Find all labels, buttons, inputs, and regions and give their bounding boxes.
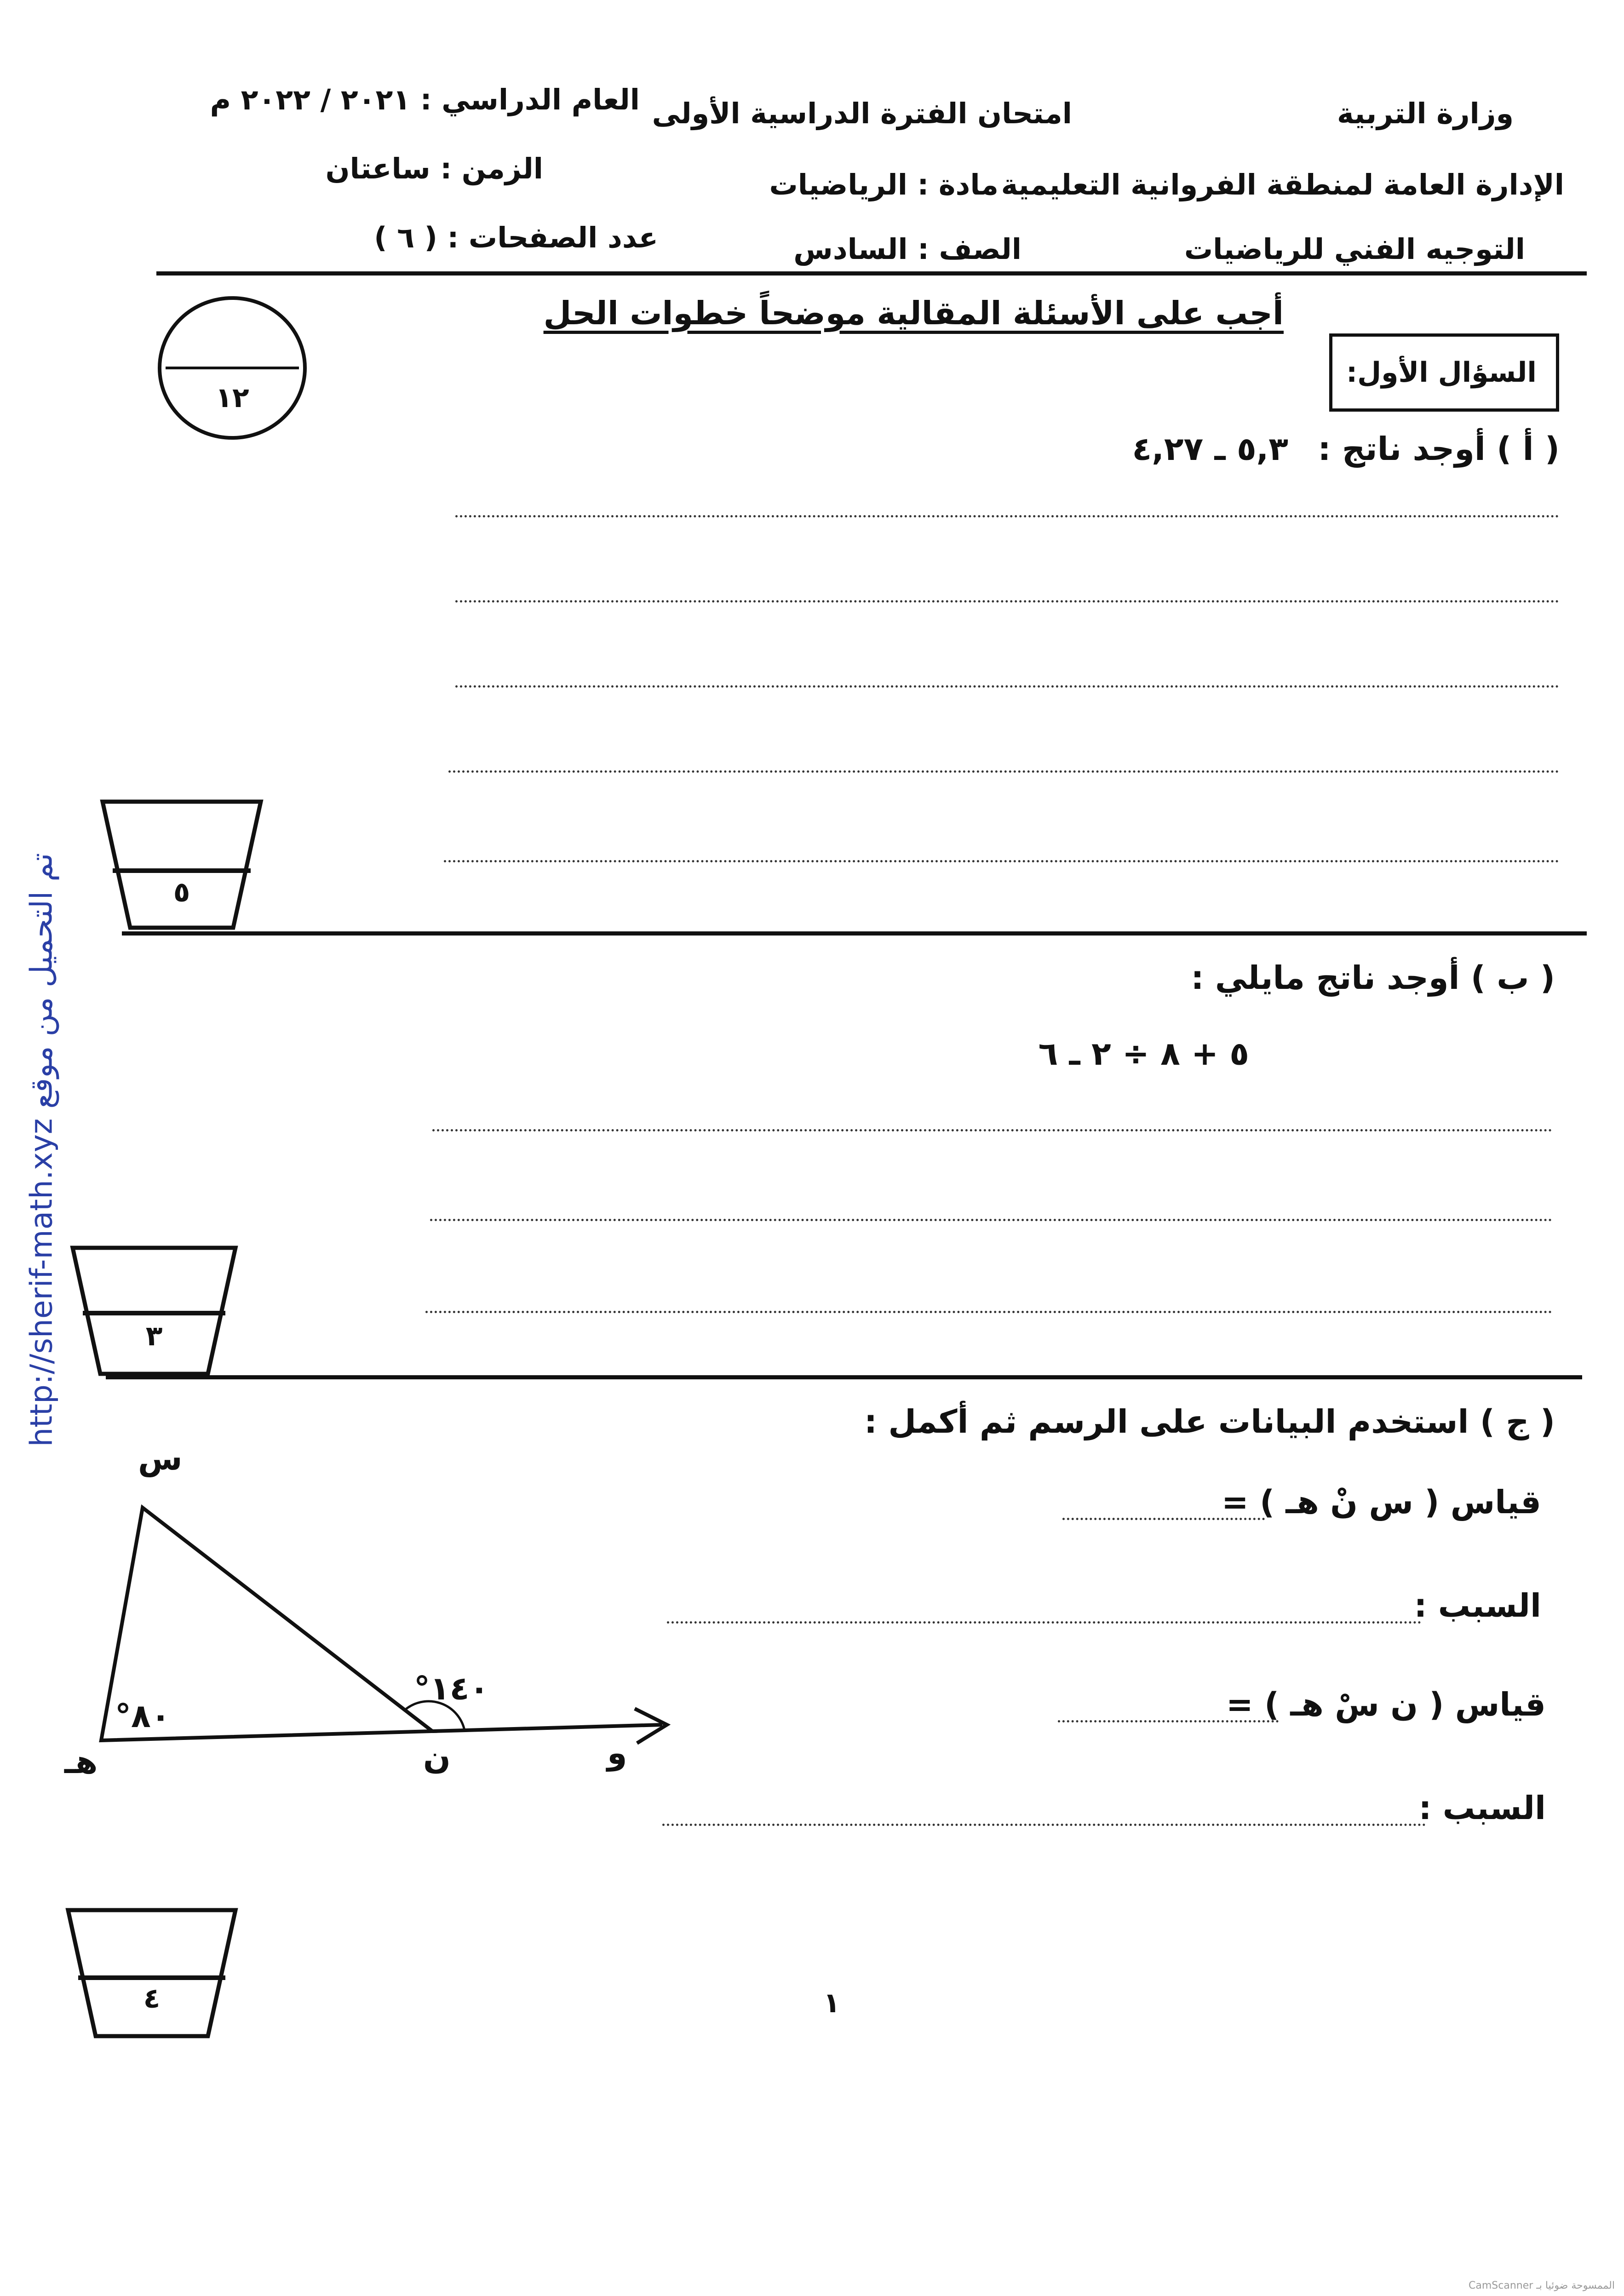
part-b-label: ( ب ) أوجد ناتج مايلي : — [1191, 959, 1555, 997]
grade-label: الصف : السادس — [793, 232, 1021, 266]
part-c-score-box — [64, 1906, 239, 2040]
reason-1-label: السبب : — [1414, 1587, 1541, 1624]
part-a-score-box — [99, 798, 264, 931]
question-title: السؤال الأول: — [1346, 356, 1537, 389]
scanner-note: الممسوحة ضوئيا بـ CamScanner — [1469, 2280, 1615, 2291]
supervision-name: التوجيه الفني للرياضيات — [1184, 232, 1525, 266]
part-a-label: ( أ ) أوجد ناتج : — [1318, 430, 1560, 468]
site-watermark — [9, 805, 74, 1495]
angle-h-label: ٨٠° — [115, 1697, 171, 1735]
reason-1-answer[interactable] — [667, 1621, 1421, 1624]
vertex-h-label: هـ — [64, 1743, 98, 1781]
instruction-text: أجب على الأسئلة المقالية موضحاً خطوات الحل — [543, 294, 1284, 332]
answer-line[interactable] — [430, 1219, 1552, 1221]
reason-2-label: السبب : — [1418, 1789, 1546, 1827]
total-score-circle — [156, 294, 308, 442]
subject-label: مادة : الرياضيات — [769, 168, 999, 201]
part-c-score: ٤ — [143, 1982, 161, 2015]
ray-w-label: و — [607, 1734, 627, 1772]
vertex-n-label: ن — [423, 1739, 451, 1776]
triangle-figure — [64, 1440, 708, 1789]
page-number: ١ — [823, 1987, 840, 2019]
directorate-name: الإدارة العامة لمنطقة الفروانية التعليمية — [1001, 168, 1564, 201]
reason-2-answer[interactable] — [662, 1824, 1426, 1826]
part-b-score: ٣ — [145, 1320, 163, 1352]
site-watermark-text: http://sherif-math.xyz تم التحميل من موقع — [23, 853, 59, 1447]
answer-line[interactable] — [455, 685, 1559, 688]
answer-line[interactable] — [448, 770, 1559, 773]
part-a-expression: ٥,٣ ـ ٤,٢٧ — [1132, 430, 1288, 468]
part-b-score-box — [69, 1244, 239, 1378]
measure-1-answer[interactable] — [1062, 1518, 1265, 1520]
total-score-value: ١٢ — [215, 382, 249, 414]
measure-2-label: قياس ( ن سْ هـ ) = — [1226, 1686, 1546, 1723]
part-c-label: ( ج ) استخدم البيانات على الرسم ثم أكمل : — [864, 1403, 1555, 1441]
exam-title: امتحان الفترة الدراسية الأولى — [652, 97, 1072, 130]
section-divider — [106, 1375, 1582, 1379]
ministry-name: وزارة التربية — [1337, 97, 1514, 130]
angle-exterior-label: ١٤٠° — [414, 1670, 489, 1707]
page-count: عدد الصفحات : ( ٦ ) — [374, 221, 658, 254]
section-divider — [122, 931, 1587, 936]
answer-line[interactable] — [455, 515, 1559, 517]
answer-line[interactable] — [425, 1311, 1552, 1313]
part-b-expression: ٥ + ٨ ÷ ٢ ـ ٦ — [1038, 1035, 1249, 1073]
answer-line[interactable] — [455, 600, 1559, 603]
vertex-s-label: س — [138, 1440, 183, 1477]
header-divider — [156, 271, 1587, 276]
answer-line[interactable] — [432, 1129, 1552, 1131]
measure-2-answer[interactable] — [1058, 1720, 1279, 1722]
answer-line[interactable] — [444, 860, 1559, 862]
part-a-score: ٥ — [173, 876, 190, 908]
exam-time: الزمن : ساعتان — [325, 152, 543, 185]
academic-year: العام الدراسي : ٢٠٢١ / ٢٠٢٢ م — [210, 83, 640, 116]
measure-1-label: قياس ( س نْ هـ ) = — [1222, 1483, 1541, 1521]
